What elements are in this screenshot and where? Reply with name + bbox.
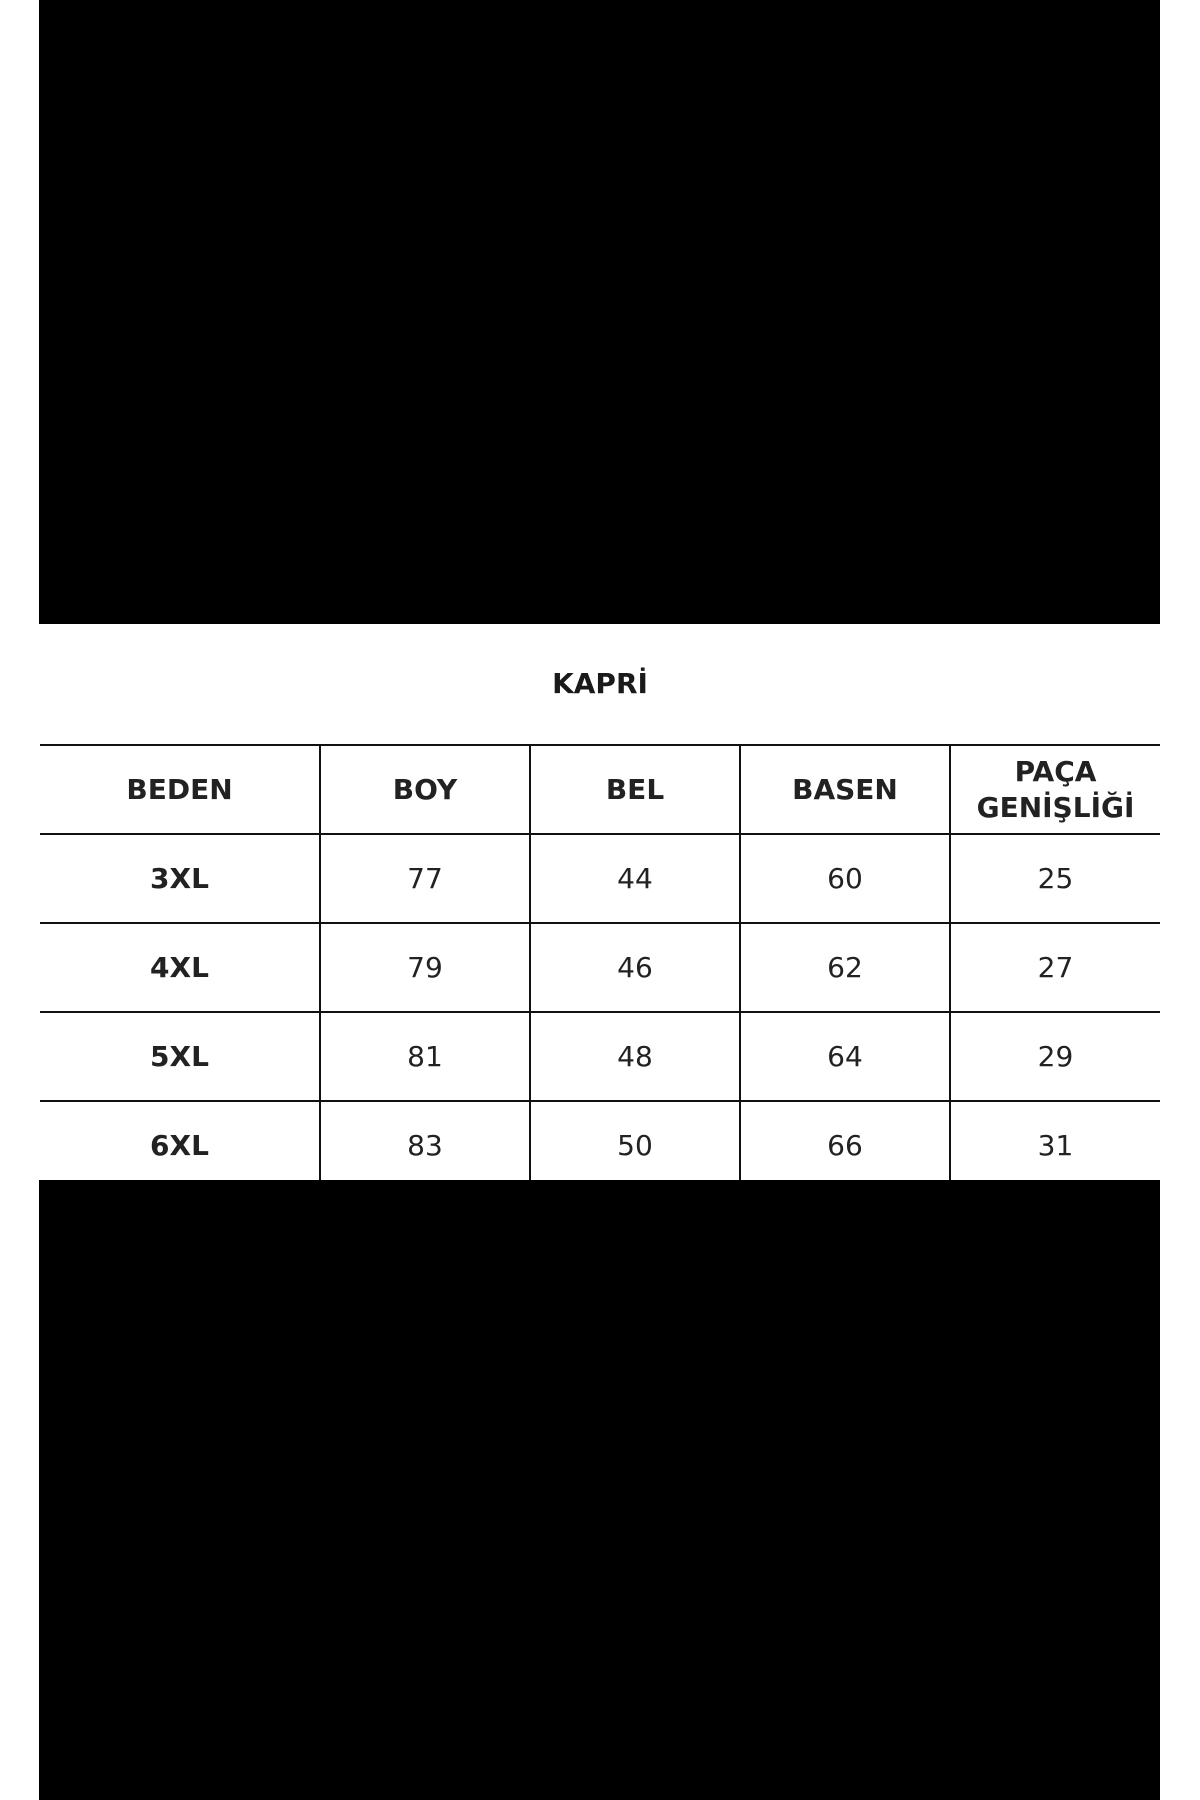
header-basen: BASEN [740, 745, 950, 834]
basen-cell: 60 [740, 834, 950, 923]
boy-cell: 79 [320, 923, 530, 1012]
size-chart [40, 624, 1160, 1180]
size-table [40, 744, 1160, 1189]
header-beden: BEDEN [40, 745, 320, 834]
basen-cell: 64 [740, 1012, 950, 1101]
header-bel: BEL [530, 745, 740, 834]
bottom-black-band [39, 1180, 1160, 1800]
boy-cell: 81 [320, 1012, 530, 1101]
chart-title: KAPRİ [552, 667, 648, 700]
paca-cell: 29 [950, 1012, 1160, 1101]
bel-cell: 44 [530, 834, 740, 923]
header-boy: BOY [320, 745, 530, 834]
size-cell: 3XL [40, 834, 320, 923]
bel-cell: 50 [530, 1101, 740, 1189]
table-row [40, 1101, 1160, 1189]
paca-cell: 31 [950, 1101, 1160, 1189]
size-cell: 5XL [40, 1012, 320, 1101]
table-row [40, 834, 1160, 923]
table-row [40, 1012, 1160, 1101]
top-black-band [39, 0, 1160, 624]
table-row [40, 923, 1160, 1012]
basen-cell: 66 [740, 1101, 950, 1189]
basen-cell: 62 [740, 923, 950, 1012]
bel-cell: 48 [530, 1012, 740, 1101]
size-cell: 4XL [40, 923, 320, 1012]
boy-cell: 83 [320, 1101, 530, 1189]
boy-cell: 77 [320, 834, 530, 923]
paca-cell: 25 [950, 834, 1160, 923]
bel-cell: 46 [530, 923, 740, 1012]
size-cell: 6XL [40, 1101, 320, 1189]
paca-cell: 27 [950, 923, 1160, 1012]
header-row [40, 745, 1160, 834]
header-paca-genisligi: PAÇA GENİŞLİĞİ [950, 745, 1160, 834]
